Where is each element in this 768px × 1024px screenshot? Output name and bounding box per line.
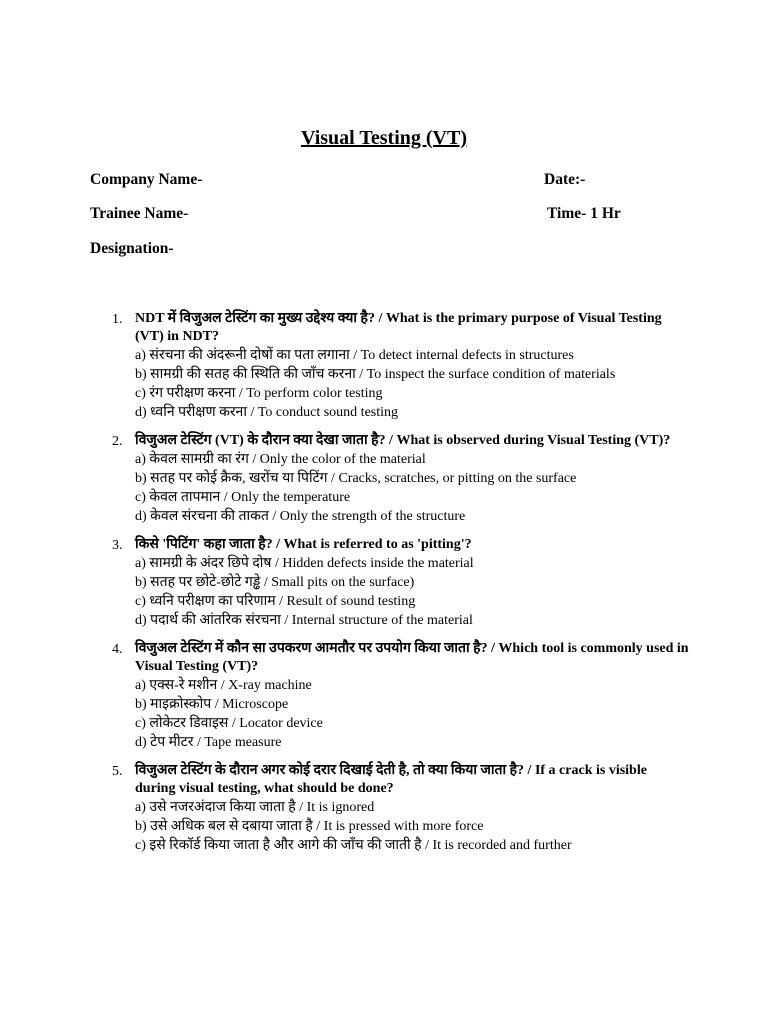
question-number: 3. (112, 538, 123, 553)
question-number: 1. (112, 312, 123, 327)
question-text: किसे 'पिटिंग' कहा जाता है? / What is referred to as 'pitting'? (135, 537, 472, 552)
answer-option: b) सतह पर छोटे-छोटे गड्ढे / Small pits on the surface) (135, 575, 415, 590)
answer-option: d) टेप मीटर / Tape measure (135, 735, 282, 750)
answer-option: d) ध्वनि परीक्षण करना / To conduct sound testing (135, 405, 399, 420)
answer-option: d) पदार्थ की आंतरिक संरचना / Internal structure of the material (135, 613, 473, 628)
question-number: 4. (112, 642, 123, 657)
question-text: विजुअल टेस्टिंग के दौरान अगर कोई दरार दिखाई देती है, तो क्या किया जाता है? / If a crack is visible during visual testing, what should be done? (135, 763, 647, 796)
question-item (90, 432, 690, 526)
question-list (90, 310, 690, 865)
question-text: विजुअल टेस्टिंग (VT) के दौरान क्या देखा जाता है? / What is observed during Visual Testing (VT)? (135, 433, 671, 448)
question-number: 5. (112, 764, 123, 779)
answer-option: c) लोकेटर डिवाइस / Locator device (135, 716, 323, 731)
date-label: Date:- (544, 171, 586, 188)
answer-option: c) रंग परीक्षण करना / To perform color testing (135, 386, 383, 401)
answer-option: d) केवल संरचना की ताकत / Only the strength of the structure (135, 509, 466, 524)
question-item (90, 310, 690, 422)
answer-option: b) सतह पर कोई क्रैक, खरोंच या पिटिंग / Cracks, scratches, or pitting on the surface (135, 471, 577, 486)
answer-option: b) माइक्रोस्कोप / Microscope (135, 697, 289, 712)
question-item (90, 640, 690, 752)
document-title: Visual Testing (VT) (301, 127, 467, 149)
time-label: Time- 1 Hr (547, 205, 621, 222)
answer-option: b) सामग्री की सतह की स्थिति की जाँच करना / To inspect the surface condition of materials (135, 367, 616, 382)
answer-option: b) उसे अधिक बल से दबाया जाता है / It is pressed with more force (135, 819, 484, 834)
answer-option: c) ध्वनि परीक्षण का परिणाम / Result of sound testing (135, 594, 416, 609)
question-text: NDT में विजुअल टेस्टिंग का मुख्य उद्देश्य क्या है? / What is the primary purpose of Visual Testing (VT) in NDT? (135, 311, 662, 344)
question-item (90, 536, 690, 630)
trainee-name-label: Trainee Name- (90, 205, 189, 222)
question-item (90, 762, 690, 855)
answer-option: a) संरचना की अंदरूनी दोषों का पता लगाना / To detect internal defects in structures (135, 348, 574, 363)
answer-option: c) केवल तापमान / Only the temperature (135, 490, 351, 505)
designation-label: Designation- (90, 240, 174, 257)
question-number: 2. (112, 434, 123, 449)
company-name-label: Company Name- (90, 171, 203, 188)
answer-option: a) सामग्री के अंदर छिपे दोष / Hidden defects inside the material (135, 556, 474, 571)
question-text: विजुअल टेस्टिंग में कौन सा उपकरण आमतौर पर उपयोग किया जाता है? / Which tool is commonly used in Visual Testing (VT)? (135, 641, 689, 674)
answer-option: a) उसे नजरअंदाज किया जाता है / It is ignored (135, 800, 375, 815)
answer-option: c) इसे रिकॉर्ड किया जाता है और आगे की जाँच की जाती है / It is recorded and further (135, 838, 572, 853)
answer-option: a) केवल सामग्री का रंग / Only the color of the material (135, 452, 426, 467)
answer-option: a) एक्स-रे मशीन / X-ray machine (135, 678, 312, 693)
